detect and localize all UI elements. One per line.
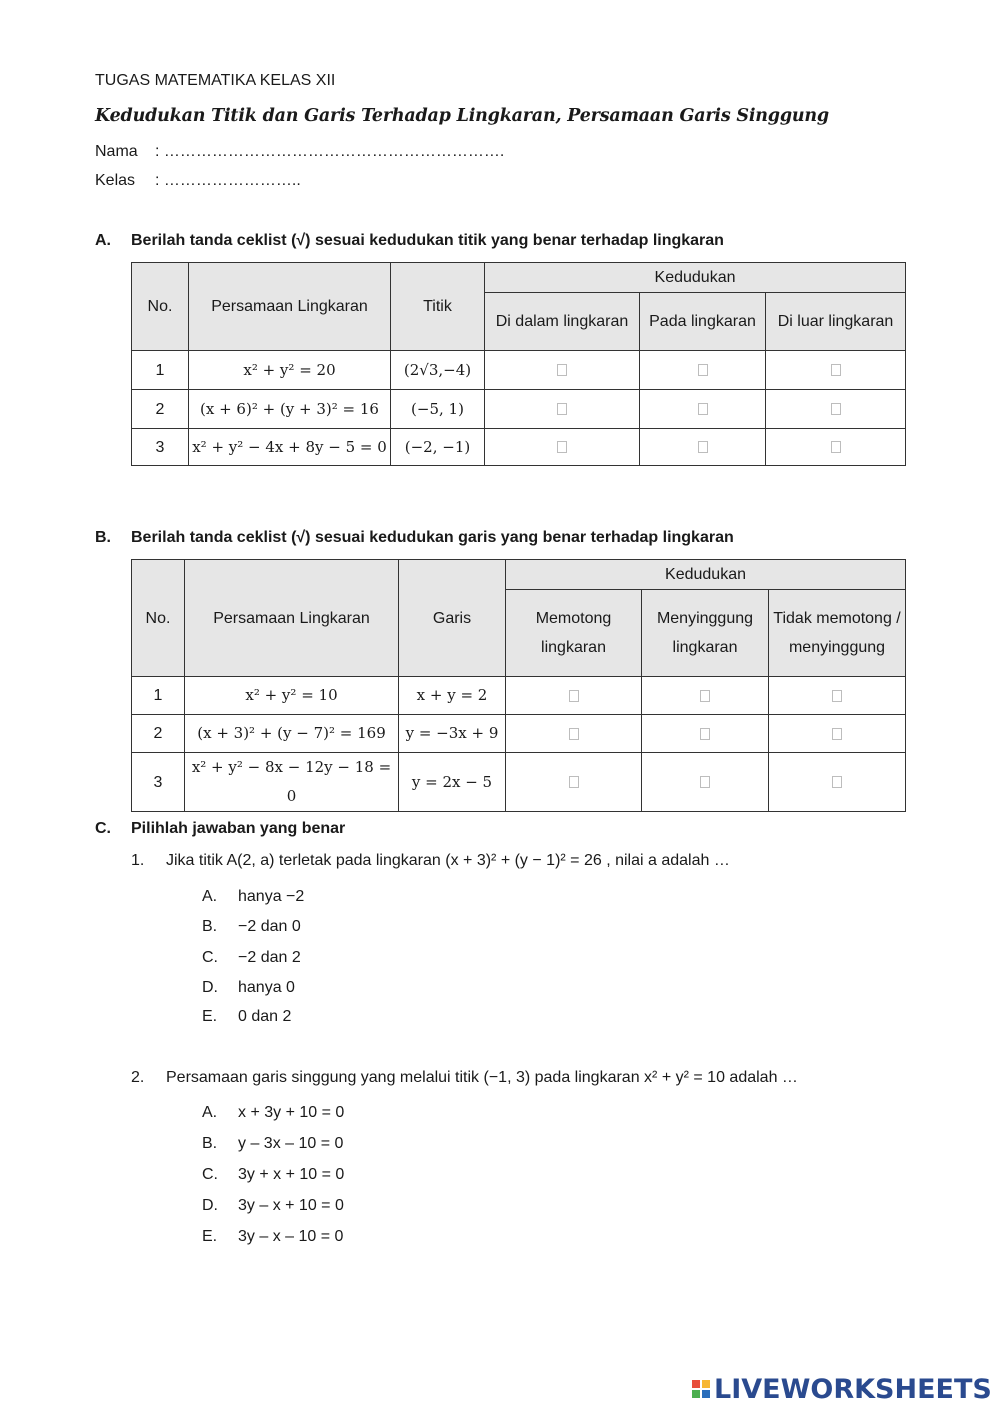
- point: (−2, −1): [391, 429, 485, 466]
- row-number: 2: [132, 390, 189, 429]
- logo-square-yellow: [702, 1380, 710, 1388]
- checkbox-intersect[interactable]: [569, 728, 579, 740]
- option-letter: A.: [202, 888, 218, 905]
- checkbox-tangent[interactable]: [700, 728, 710, 740]
- checkbox-outside[interactable]: [831, 441, 841, 453]
- option-letter: C.: [202, 949, 218, 966]
- liveworksheets-logo: [692, 1372, 992, 1406]
- option-letter: C.: [202, 1166, 218, 1183]
- header-equation: Persamaan Lingkaran: [185, 560, 399, 677]
- checkbox-intersect[interactable]: [569, 776, 579, 788]
- name-label: Nama: [95, 143, 138, 160]
- checkbox-inside[interactable]: [557, 441, 567, 453]
- page-title: TUGAS MATEMATIKA KELAS XII: [95, 72, 336, 89]
- answer-option[interactable]: −2 dan 2: [238, 949, 301, 966]
- checkbox-tangent[interactable]: [700, 776, 710, 788]
- checkbox-outside[interactable]: [831, 364, 841, 376]
- page-subtitle: Kedudukan Titik dan Garis Terhadap Lingkaran, Persamaan Garis Singgung: [95, 106, 829, 126]
- option-letter: B.: [202, 1135, 218, 1152]
- header-intersect: Memotong lingkaran: [506, 590, 642, 677]
- circle-equation: (x + 6)² + (y + 3)² = 16: [189, 390, 391, 429]
- section-a-table: [131, 262, 906, 466]
- table-row: [132, 429, 906, 466]
- section-c-letter: C.: [95, 820, 111, 837]
- question-number: 2.: [131, 1069, 145, 1086]
- logo-square-red: [692, 1380, 700, 1388]
- answer-option[interactable]: 3y + x + 10 = 0: [238, 1166, 345, 1183]
- circle-equation: x² + y² − 4x + 8y − 5 = 0: [189, 429, 391, 466]
- answer-option[interactable]: 0 dan 2: [238, 1008, 292, 1025]
- checkbox-no-contact[interactable]: [832, 690, 842, 702]
- section-b-title: Berilah tanda ceklist (√) sesuai kedudukan garis yang benar terhadap lingkaran: [131, 529, 734, 546]
- answer-option[interactable]: hanya 0: [238, 979, 295, 996]
- section-b-letter: B.: [95, 529, 111, 546]
- answer-option[interactable]: 3y – x – 10 = 0: [238, 1228, 344, 1245]
- header-tangent: Menyinggung lingkaran: [642, 590, 769, 677]
- question-text: Persamaan garis singgung yang melalui titik (−1, 3) pada lingkaran x² + y² = 10 adalah …: [166, 1069, 798, 1086]
- answer-option[interactable]: hanya −2: [238, 888, 305, 905]
- header-no: No.: [132, 560, 185, 677]
- row-number: 1: [132, 677, 185, 715]
- table-row: [132, 715, 906, 753]
- option-letter: B.: [202, 918, 218, 935]
- row-number: 1: [132, 351, 189, 390]
- circle-equation: x² + y² − 8x − 12y − 18 = 0: [185, 753, 399, 812]
- question-number: 1.: [131, 852, 145, 869]
- question-text: Jika titik A(2, a) terletak pada lingkaran (x + 3)² + (y − 1)² = 26 , nilai a adalah …: [166, 852, 730, 869]
- table-row: [132, 390, 906, 429]
- header-on: Pada lingkaran: [640, 293, 766, 351]
- header-position: Kedudukan: [506, 560, 906, 590]
- logo-square-blue: [702, 1390, 710, 1398]
- checkbox-outside[interactable]: [831, 403, 841, 415]
- checkbox-inside[interactable]: [557, 403, 567, 415]
- name-field[interactable]: : ……………………………………………………….: [155, 143, 505, 160]
- logo-square-green: [692, 1390, 700, 1398]
- point: (2√3,−4): [391, 351, 485, 390]
- brand-text: LIVEWORKSHEETS: [714, 1373, 992, 1405]
- circle-equation: x² + y² = 10: [185, 677, 399, 715]
- header-no: No.: [132, 263, 189, 351]
- line-equation: y = −3x + 9: [399, 715, 506, 753]
- table-row: [132, 351, 906, 390]
- circle-equation: x² + y² = 20: [189, 351, 391, 390]
- class-label: Kelas: [95, 172, 136, 189]
- checkbox-on[interactable]: [698, 364, 708, 376]
- header-line: Garis: [399, 560, 506, 677]
- answer-option[interactable]: −2 dan 0: [238, 918, 301, 935]
- answer-option[interactable]: x + 3y + 10 = 0: [238, 1104, 345, 1121]
- row-number: 3: [132, 429, 189, 466]
- checkbox-on[interactable]: [698, 403, 708, 415]
- table-row: [132, 677, 906, 715]
- option-letter: D.: [202, 979, 218, 996]
- checkbox-no-contact[interactable]: [832, 776, 842, 788]
- section-a-title: Berilah tanda ceklist (√) sesuai kedudukan titik yang benar terhadap lingkaran: [131, 232, 724, 249]
- header-point: Titik: [391, 263, 485, 351]
- header-inside: Di dalam lingkaran: [485, 293, 640, 351]
- checkbox-no-contact[interactable]: [832, 728, 842, 740]
- section-b-table: [131, 559, 906, 812]
- class-field[interactable]: : ……………………..: [155, 172, 301, 189]
- line-equation: y = 2x − 5: [399, 753, 506, 812]
- section-c-title: Pilihlah jawaban yang benar: [131, 820, 346, 837]
- header-no-contact: Tidak memotong / menyinggung: [769, 590, 906, 677]
- option-letter: A.: [202, 1104, 218, 1121]
- option-letter: E.: [202, 1008, 218, 1025]
- row-number: 3: [132, 753, 185, 812]
- option-letter: D.: [202, 1197, 218, 1214]
- checkbox-tangent[interactable]: [700, 690, 710, 702]
- circle-equation: (x + 3)² + (y − 7)² = 169: [185, 715, 399, 753]
- answer-option[interactable]: 3y – x + 10 = 0: [238, 1197, 344, 1214]
- brand-icon: [692, 1380, 710, 1398]
- option-letter: E.: [202, 1228, 218, 1245]
- section-a-letter: A.: [95, 232, 111, 249]
- checkbox-inside[interactable]: [557, 364, 567, 376]
- header-position: Kedudukan: [485, 263, 906, 293]
- row-number: 2: [132, 715, 185, 753]
- header-equation: Persamaan Lingkaran: [189, 263, 391, 351]
- checkbox-intersect[interactable]: [569, 690, 579, 702]
- answer-option[interactable]: y – 3x – 10 = 0: [238, 1135, 344, 1152]
- point: (−5, 1): [391, 390, 485, 429]
- checkbox-on[interactable]: [698, 441, 708, 453]
- line-equation: x + y = 2: [399, 677, 506, 715]
- header-outside: Di luar lingkaran: [766, 293, 906, 351]
- table-row: [132, 753, 906, 812]
